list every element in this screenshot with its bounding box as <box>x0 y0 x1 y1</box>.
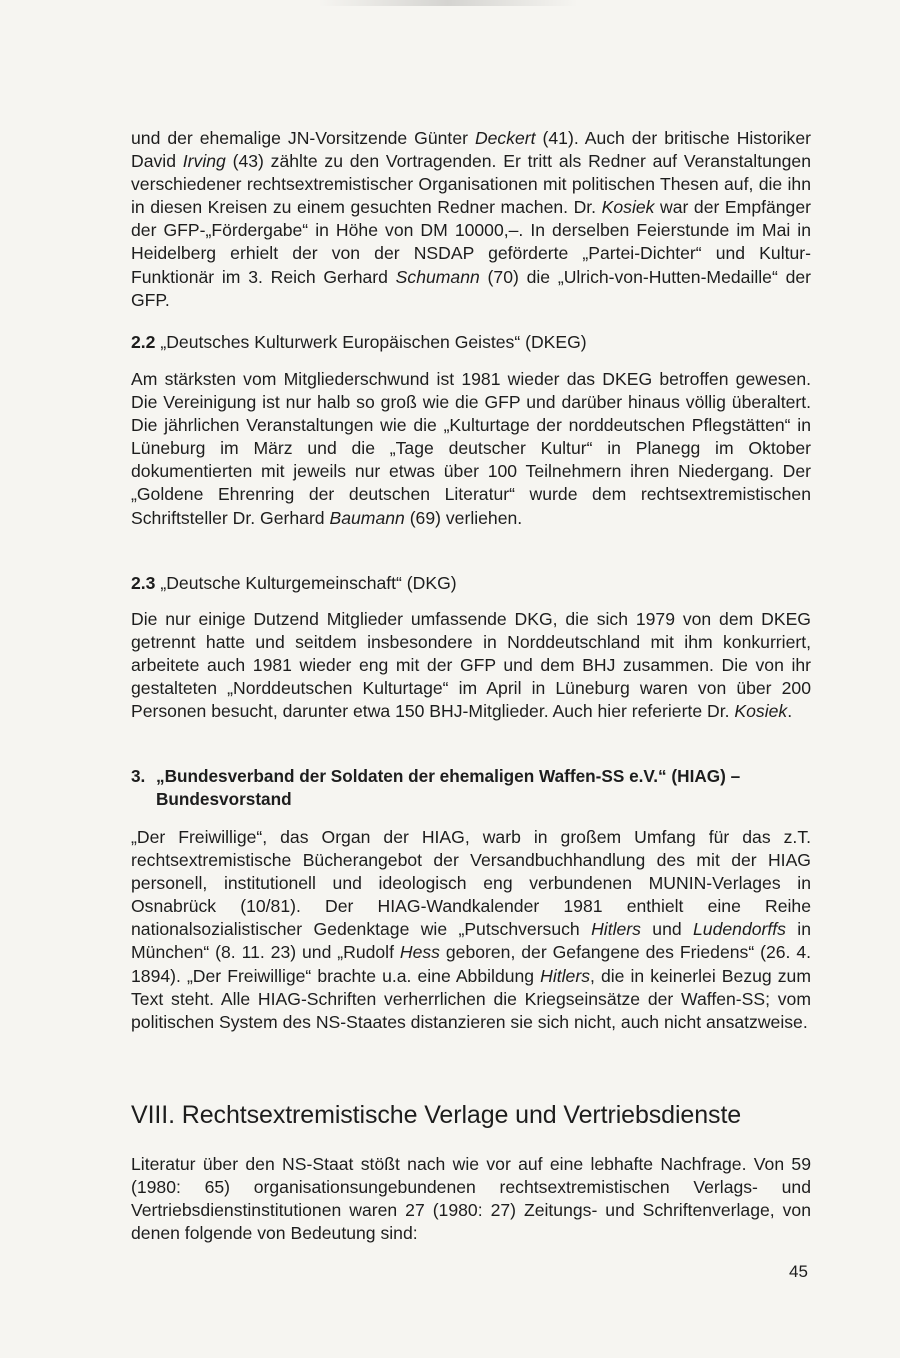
text-run: und <box>640 919 694 940</box>
italic-name: Hess <box>399 942 440 963</box>
text-run: . <box>787 701 793 722</box>
scan-artifact <box>318 0 578 6</box>
text-run: (41). Auch der britische Historiker David <box>131 128 811 172</box>
text-run: geboren, der Gefangene des Friedens“ (26. 4. 1894). „Der Freiwillige“ brachte u.a. eine Abbildung <box>131 942 811 986</box>
paragraph-text <box>131 826 811 1034</box>
text-run: Am stärksten vom Mitgliederschwund ist 1981 wieder das DKEG betroffen gewesen. Die Vereinigung ist nur halb so groß wie die GFP und darüber hinaus völlig überaltert. Die jährlichen Veranstaltungen wie die „Kulturtage der norddeutschen Pflegstätten“ in Lüneburg im März und die „Tage deutscher Kultur“ in Planegg im Oktober dokumentierten mit jeweils nur etwas über 100 Teilnehmern ihren Niedergang. Der „Goldene Ehrenring der deutschen Literatur“ wurde dem rechtsextremistischen Schriftsteller Dr. Gerhard <box>131 369 811 528</box>
italic-name: Kosiek <box>734 701 788 722</box>
section-2-2-paragraph <box>131 368 811 530</box>
text-run: (43) zählte zu den Vortragenden. Er tritt als Redner auf Veranstaltungen verschiedener rechtsextremistischer Organisationen mit politischen Thesen auf, die ihn in diesen Kreisen zu einem gesuchten Redner machen. Dr. <box>131 151 812 218</box>
paragraph-text <box>131 127 811 312</box>
paragraph-text <box>131 1153 811 1245</box>
section-number: 2.2 <box>131 332 156 352</box>
italic-name: Kosiek <box>601 197 655 218</box>
paragraph-text <box>131 608 811 723</box>
italic-name: Hitlers <box>540 965 590 986</box>
italic-name: Ludendorffs <box>693 919 786 940</box>
italic-name: Schumann <box>395 266 480 287</box>
italic-name: Baumann <box>329 507 405 528</box>
chapter-heading: VIII. Rechtsextremistische Verlage und Vertriebsdienste <box>131 1101 742 1129</box>
section-heading-2-2 <box>131 331 587 354</box>
section-title-line2: Bundesvorstand <box>156 789 292 809</box>
section-title-line1: „Bundesverband der Soldaten der ehemaligen Waffen-SS e.V.“ (HIAG) – <box>156 766 741 786</box>
text-run: , die in keinerlei Bezug zum Text steht. Alle HIAG-Schriften verherrlichen die Kriegseinsätze der Waffen-SS; vom politischen System des NS-Staates distanzieren sie sich nicht, auch nicht ansatzweise. <box>131 965 811 1032</box>
page-number: 45 <box>789 1262 808 1281</box>
chapter-viii-paragraph <box>131 1153 811 1245</box>
section-heading-3 <box>131 765 831 811</box>
text-run: (70) die „Ulrich-von-Hutten-Medaille“ der GFP. <box>131 266 811 310</box>
text-run: war der Empfänger der GFP-„Fördergabe“ in Höhe von DM 10000,–. In derselben Feierstunde im Mai in Heidelberg erhielt der von der NSDAP geförderte „Partei-Dichter“ und Kultur-Funktionär im 3. Reich Gerhard <box>131 197 811 287</box>
section-number: 3. <box>131 766 146 786</box>
paragraph-text <box>131 368 811 530</box>
text-run: in München“ (8. 11. 23) und „Rudolf <box>131 919 812 963</box>
italic-name: Irving <box>182 151 226 172</box>
italic-name: Hitlers <box>591 919 641 940</box>
intro-paragraph <box>131 127 811 312</box>
text-run: und der ehemalige JN-Vorsitzende Günter <box>131 128 475 148</box>
section-2-3-paragraph <box>131 608 811 723</box>
text-run: (69) verliehen. <box>404 507 523 528</box>
section-title: „Deutsche Kulturgemeinschaft“ (DKG) <box>155 573 457 593</box>
text-run: Die nur einige Dutzend Mitglieder umfassende DKG, die sich 1979 von dem DKEG getrennt hatte und seitdem insbesondere in Norddeutschland mit ihm konkurriert, arbeitete auch 1981 wieder eng mit der GFP und dem BHJ zusammen. Die von ihr gestalteten „Norddeutschen Kulturtage“ im April in Lüneburg waren von über 200 Personen besucht, darunter etwa 150 BHJ-Mitglieder. Auch hier referierte Dr. <box>131 609 811 722</box>
section-number: 2.3 <box>131 573 156 593</box>
text-run: Literatur über den NS-Staat stößt nach wie vor auf eine lebhafte Nachfrage. Von 59 (1980: 65) organisationsungebundenen rechtsextremistischen Verlags- und Vertriebsdienstinstitutionen waren 27 (1980: 27) Zeitungs- und Schriftenverlage, von denen folgende von Bedeutung sind: <box>131 1154 811 1244</box>
section-3-paragraph <box>131 826 811 1034</box>
italic-name: Deckert <box>474 128 536 148</box>
section-heading-2-3 <box>131 572 457 595</box>
section-title: „Deutsches Kulturwerk Europäischen Geistes“ (DKEG) <box>155 332 587 352</box>
text-run: „Der Freiwillige“, das Organ der HIAG, warb in großem Umfang für das z.T. rechtsextremistische Bücherangebot der Versandbuchhandlung des mit der HIAG personell, institutionell und ideologisch eng verbundenen MUNIN-Verlages in Osnabrück (10/81). Der HIAG-Wandkalender 1981 enthielt eine Reihe nationalsozialistischer Gedenktage wie „Putschversuch <box>131 827 811 940</box>
